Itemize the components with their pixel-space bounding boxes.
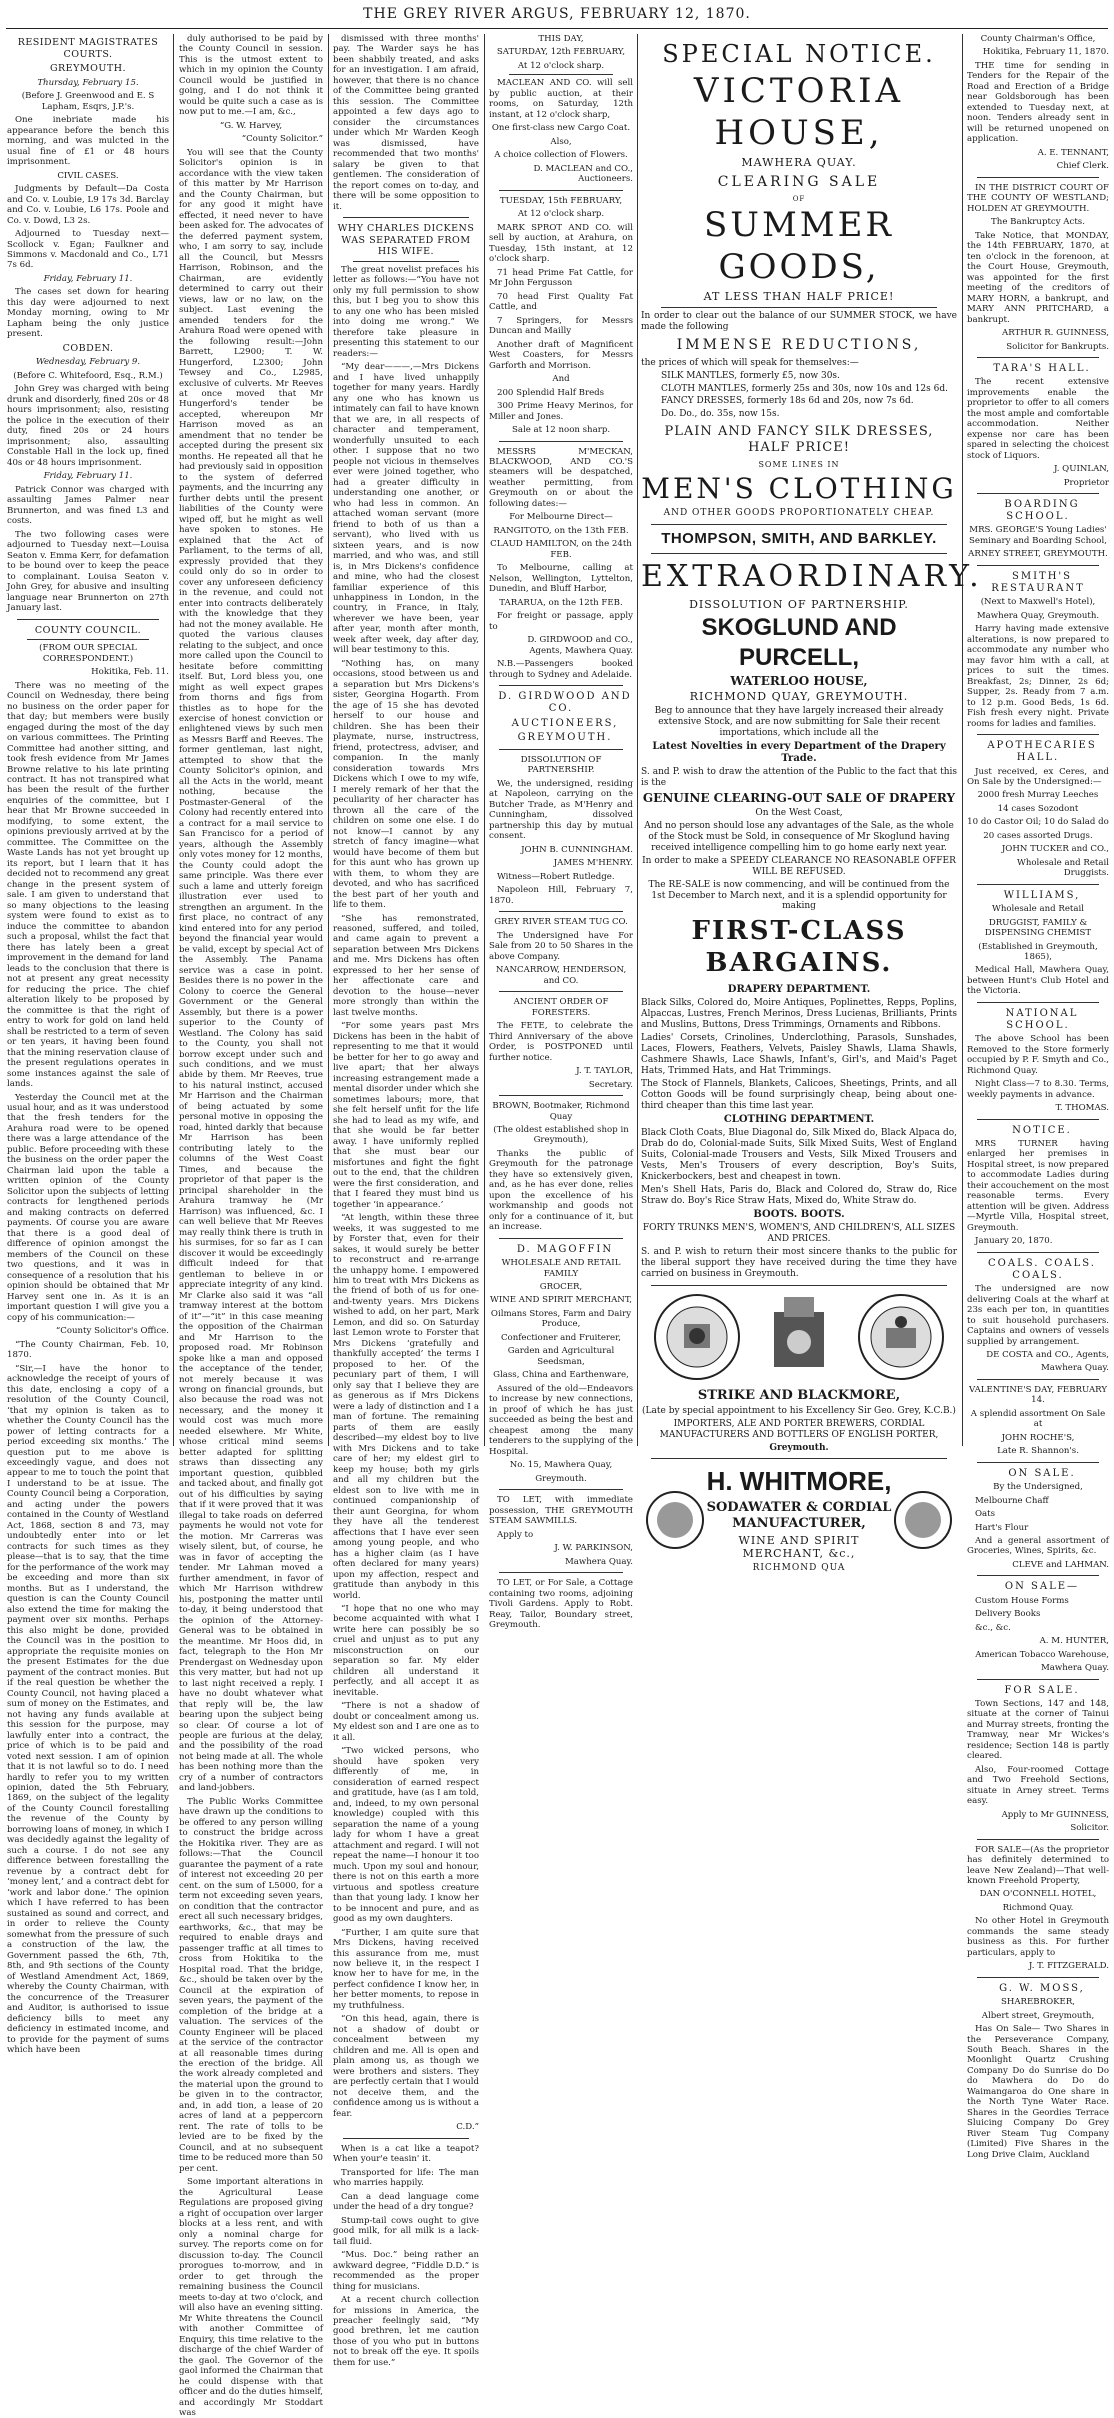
special-notice-heading: SPECIAL NOTICE. [662,40,936,68]
richmond-quay-line: RICHMOND QUAY, GREYMOUTH. [689,690,909,704]
ad-signature: Mawhera Quay. [1040,1363,1109,1374]
medal-row [641,1292,957,1382]
ad-item: Melbourne Chaff [975,1495,1049,1506]
ad-body: In order to clear out the balance of our SUMMER STOCK, we have made the following [641,310,957,332]
latest-novelties: Latest Novelties in every Department of the Drapery Trade. [652,740,946,764]
paragraph: dismissed with three months' pay. The Warder says he has been shabbily treated, and asks for an investigation. I am afraid, however, that there is no chance of the Committee being granted this session. The Committee appointed a few days ago to consider the circumstances under which Mr Warden Keogh was dismissed, have recommended that two months' salary be given to that gentlemen. The consideration of the report comes on to-day, and there will be some opposition to it. [333,34,479,212]
whitmore-block [645,1464,953,1575]
rule [977,177,1099,178]
price-item: SILK MANTLES, formerly £5, now 30s. [661,370,840,381]
ad-item: 20 cases assorted Drugs. [983,830,1093,841]
ad-date: SATURDAY, 12th FEBRUARY, [496,47,626,58]
rule [509,74,613,75]
ad-line: SHAREBROKER, [1000,1997,1076,2008]
ad-line: Garden and Agricultural Seedsman, [507,1346,615,1367]
ad-body: THE time for sending in Tenders for the Repair of the Road and Erection of a Bridge near Goldsborough has been extended to Tuesday next, at noon. Tenders already sent in will be returned unopened on application. [967,60,1109,145]
rule [977,1002,1099,1003]
paragraph: “The County Chairman, Feb. 10, 1870. [7,1339,169,1361]
ad-note: Napoleon Hill, February 7, 1870. [489,885,633,906]
paragraph: The great novelist prefaces his letter as follows:—“You have not only my full permission to show this, but I beg you to show this to any one who has been misled into doing me wrong.” We therefore take pleasure in presenting this statement to our readers:— [333,264,479,359]
ad-heading: G. W. MOSS, [999,1982,1085,1994]
rule [651,1458,947,1459]
ad-body: Has On Sale— Two Shares in the Perseverance Company, South Beach. Shares in the Moonlight Quartz Crushing Company Do do Sunrise do Do do Mawhera do Do do Waimangaroa do One share in the North Tyne Water Race. Shares in the Geordies Terrace Sluicing Company Do Grey River Steam Tug Company (Limited) Five Shares in the Long Drive Claim, Auckland [967,2024,1109,2160]
rule [977,1119,1099,1120]
ad-body: MACLEAN AND CO. will sell by public auction, at their rooms, on Saturday, 12th instant, at 12 o'clock sharp, [489,78,633,120]
ad-sub: Mawhera Quay, Greymouth. [976,610,1100,621]
ad-item: Also, [550,136,572,147]
ad-body: MRS. GEORGE'S Young Ladies' Seminary and Boarding School, [969,525,1107,546]
rule [499,1489,623,1490]
ad-signature: JOHN ROCHE'S, [1001,1432,1075,1443]
paragraph: “Nothing has, on many occasions, stood between us and a separation but Mrs Dickens's sister, Georgina Hogarth. From the age of 15 she has devoted herself to our house and children. She has been their playmate, nurse, instructress, friend, protectress, adviser, and companion. In the manly consideration towards Mrs Dickens which I owe to my wife, I merely remark of her that the peculiarity of her character has thrown all the care of the children on some one else. I do not know—I cannot by any stretch of fancy imagine—what would have become of them but for this aunt who has grown up with them, to whom they are devoted, and who has sacrificed the best part of her youth and life to them. [333,658,479,911]
ad-body: And no person should lose any advantages of the Sale, as the whole of the Stock must be Sold, in consequence of Mr Skoglund having received intelligence compelling him to go home early next year. [644,820,954,853]
ad-date: Hokitika, February 11, 1870. [982,47,1109,58]
ad-heading: ON SALE— [1004,1581,1080,1593]
paragraph: “I hope that no one who may become acquainted with what I write here can possibly be so cruel and unjust as to put any misconstruction on our separation so far. My elder children all understand it perfectly, and all accept it as inevitable. [333,1604,479,1698]
paragraph: “County Solicitor's Office. [55,1326,169,1337]
price-item: Do. Do., do. 35s, now 15s. [661,409,780,420]
column-6 [964,34,1112,2160]
medal-seal-icon [645,1490,705,1550]
ad-body: The recent extensive improvements enable the proprietor to offer to all comers the most ample and comfortable accommodation. Neither expense nor care has been spared in selecting the choicest stock of Liquors. [967,377,1109,461]
ad-item: For freight or passage, apply to [489,611,633,632]
ad-heading: TUESDAY, 15th FEBRUARY, [499,195,623,206]
rule [977,884,1099,885]
ad-address: ARNEY STREET, GREYMOUTH. [968,549,1108,560]
column-divider [484,34,485,1446]
ad-body: On the West Coast, [755,807,843,818]
soda-line: SODAWATER & CORDIAL MANUFACTURER, [706,1500,892,1532]
paragraph: Some important alterations in the Agricultural Lease Regulations are proposed giving a right of occupation over larger blocks at a less rent, and with only a nominal charge for survey. The reports come on for discussion to-day. The Council prorogues to-morrow, and in order to get through the remaining business the Council meets to-day at two o'clock, and will also have an evening sitting. Mr White threatens the Council with another Committee of Enquiry, this time relative to the discharge of the chief Warder of the gaol. The Governor of the gaol informed the Chairman that he could dispense with that officer and do the duties himself, and accordingly Mr Stoddart was [179,2177,323,2418]
ad-heading: TARA'S HALL. [993,363,1091,375]
plain-fancy-heading: PLAIN AND FANCY SILK DRESSES, HALF PRICE! [664,424,934,456]
ad-signature: CLEVE and LAHMAN. [1012,1559,1109,1570]
ad-item: 14 cases Sozodont [997,803,1079,814]
rule [17,619,159,620]
ad-heading: COALS. COALS. COALS. [988,1257,1096,1281]
ad-line: Confectioner and Fruiterer, [500,1332,622,1343]
rule [499,749,623,750]
ad-sub: (The oldest established shop in Greymouth), [493,1124,629,1146]
ad-signature: DE COSTA and CO., Agents, [986,1350,1109,1360]
ad-item: Oats [975,1509,996,1520]
paragraph: Adjourned to Tuesday next—Scollock v. Egan; Faulkner and Simmons v. Macdonald and Co., L71 7s 6d. [7,229,169,271]
ad-sub: (Next to Maxwell's Hotel), [980,597,1096,608]
ad-item: &c., &c. [975,1622,1011,1633]
ad-body: The RE-SALE is now commencing, and will be continued from the 1st December to March next, and it is a splendid opportunity for making [648,879,950,912]
ad-heading: BROWN, Bootmaker, Richmond Quay [492,1101,630,1122]
ad-item: 200 Splendid Half Breds [497,387,605,398]
ad-item: For Melbourne Direct— [509,512,613,523]
bargains-heading: FIRST-CLASS BARGAINS. [691,916,907,979]
ad-item: And a general assortment of Groceries, Wines, Spirits, &c. [967,1536,1109,1557]
signature: “G. W. Harvey, [219,120,283,131]
signature: C.D.” [456,2122,479,2133]
rule [977,1252,1099,1253]
paragraph: “There is not a shadow of doubt or concealment among us. My eldest son and I are one as to it all. [333,1701,479,1743]
ad-body: Harry having made extensive alterations, is now prepared to accommodate any number who may favor him with a call, at prices to suit the times. Breakfast, 2s; Dinner, 2s 6d; Supper, 2s. Ready from 7 a.m. to 12 p.m. Good Beds, 1s 6d. Fish fresh every night. Private rooms for ladies and families. [967,624,1109,729]
ad-signature: Chief Clerk. [1056,161,1109,172]
ad-item: CLAUD HAMILTON, on the 24th FEB. [490,539,632,560]
ad-note: Sale at 12 noon sharp. [511,425,611,436]
half-price-line: AT LESS THAN HALF PRICE! [703,290,895,304]
whitmore-heading: H. WHITMORE, [706,1466,892,1497]
ad-address: Greymouth. [535,1473,587,1484]
rule [499,991,623,992]
paragraph: “Mus. Doc.” being rather an awkward degree, “Fiddle D.D.” is recommended as the proper thing for musicians. [333,2250,479,2292]
ad-signature: Late R. Shannon's. [997,1446,1079,1457]
ad-item: 10 do Castor Oil; 10 do Salad do [967,817,1109,828]
ad-heading: WILLIAMS, [1003,889,1081,901]
ad-signature: Apply to Mr GUINNESS, [1001,1809,1109,1820]
ad-signature: D. GIRDWOOD and CO., Agents, Mawhera Quay. [527,635,633,656]
paragraph: (Before C. Whitefoord, Esq., R.M.) [13,370,163,381]
medal-seal-icon [856,1292,946,1382]
ad-line: WHOLESALE AND RETAIL FAMILY [501,1258,621,1279]
strike-blackmore-heading: STRIKE AND BLACKMORE, [697,1387,901,1403]
ad-body: The Stock of Flannels, Blankets, Calicoes, Sheetings, Prints, and all Cotton Goods will be found surprisingly cheap, being about one-third cheaper than this time last year. [641,1078,957,1111]
ad-signature: J. W. PARKINSON, [554,1543,633,1554]
ad-body: S. and P. wish to draw the attention of the Public to the fact that this is the [641,767,957,789]
paragraph: “At length, within these three weeks, it was suggested to me by Forster that, even for their sakes, it would surely be better to reconstruct and re-arrange the unhappy home. I empowered him to treat with Mrs Dickens as the friend of both of us for one-and-twenty years. Mrs Dickens wished to add, on her part, Mark Lemon, and did so. On Saturday last Lemon wrote to Forster that Mrs Dickens ‘gratefully and thankfully accepted’ the terms I proposed to her. Of the pecuniary part of them, I will only say that I believe they are as generous as if Mrs Dickens were a lady of distinction and I a man of fortune. The remaining parts of them are easily described—my eldest boy to live with Mrs Dickens and to take care of her; my eldest girl to keep my house; both my girls and all my children but the eldest son to live with me in continued companionship of their aunt Georgina, for whom they have all the tenderest affections that I have ever seen among young people, and who has a higher claim (as I have often declared for many years) upon my affection, respect and gratitude than anybody in this world. [333,1213,479,1601]
ad-item: Custom House Forms [975,1595,1069,1606]
rule [499,911,623,912]
ad-item: Delivery Books [975,1609,1041,1620]
ad-sub: (Late by special appointment to his Excellency Sir Geo. Grey, K.C.B.) [642,1405,956,1416]
ad-body: MESSRS M'MECKAN, BLACKWOOD, AND CO.'S steamers will be despatched, weather permitting, from Greymouth on or about the following dates:— [489,446,633,509]
paragraph: Stump-tail cows ought to give good milk, for all milk is a lack-tail fluid. [333,2215,479,2247]
ad-date: January 20, 1870. [975,1236,1053,1247]
ad-signature: ARTHUR R. GUINNESS, [1002,328,1109,339]
ad-body: Black Silks, Colored do, Moire Antiques, Poplinettes, Repps, Poplins, Alpaccas, Lustres, French Merinos, Dress Lucienas, Brilliants, Prints and Muslins, Buttons, Dress Trimmings, Ornaments and Ribbons. [641,998,957,1030]
ad-item: And [552,374,570,385]
ad-signature: J. QUINLAN, [1053,464,1109,475]
rule [499,685,623,686]
immense-reductions-heading: IMMENSE REDUCTIONS, [676,336,922,353]
clearing-sale-heading: CLEARING SALE [717,173,881,190]
rule [651,1285,947,1286]
ad-sub: Greymouth. [769,1442,829,1453]
rule [977,1462,1099,1463]
ad-signature: Solicitor. [1070,1823,1109,1834]
paragraph: When is a cat like a teapot? When your'e teasin' it. [333,2143,479,2165]
paragraph: Can a dead language come under the head of a dry tongue? [333,2191,479,2213]
dissolution-line: DISSOLUTION OF PARTNERSHIP. [689,597,909,611]
masthead: THE GREY RIVER ARGUS, FEBRUARY 12, 1870. [363,6,751,22]
ad-item: 71 head Prime Fat Cattle, for Mr John Fergusson [489,267,633,289]
ad-body: TO LET, with immediate possession, THE GREYMOUTH STEAM SAWMILLS. [489,1495,633,1527]
ad-body: Medical Hall, Mawhera Quay, between Hunt's Club Hotel and the Victoria. [967,965,1109,997]
boots-heading: BOOTS. BOOTS. [753,1208,845,1220]
rule [343,2138,469,2139]
ad-body: TO LET, or For Sale, a Cottage containing two rooms, adjoining Tivoli Gardens. Apply to Robt. Reay, Tailor, Boundary street, Greymouth. [489,1578,633,1631]
paragraph: There was no meeting of the Council on Wednesday, there being no business on the order paper for that day; but members were busily engaged during the most of the day on various committees. The Printing Committee had another sitting, and took fresh evidence from Mr James Browne relative to his late printing contract. It has not transpired what has been the result of the further enquiries of the committee, but I hear that Mr Browne succeeded in modifying, to some extent, the opinions previously arrived at by the committee. The Committee on the Waste Lands has not yet brought up its report, but I learn that it has decided not to recommend any great change in the present system of sale. I am given to understand that so many objections to the leasing system were found to exist as to induce the committee to abandon such a proposal, whilst the fact that there has lately been a great improvement in the demand for land leads to the conclusion that there is not at present any great necessity for reducing the price. The chief alteration likely to be proposed by the committee is that the right of entry to work for gold on land held shall be restricted to a term of seven or ten years, it having been found that the mining reservation clause of the present regulations operates in some instances against the sale of lands. [7,680,169,1090]
ad-body: The undersigned are now delivering Coals at the wharf at 23s each per ton, in quantities to suit household purchasers. Captains and owners of vessels supplied by arrangement. [967,1284,1109,1347]
section-heading: RESIDENT MAGISTRATES COURTS. [17,37,159,60]
ad-signature: A. E. TENNANT, [1037,147,1109,158]
ad-body: Just received, ex Ceres, and On Sale by the Undersigned:— [967,766,1109,787]
price-item: CLOTH MANTLES, formerly 25s and 30s, now 10s and 12s 6d. [661,383,948,394]
ad-item: 2000 fresh Murray Leeches [977,790,1099,801]
paragraph: The Public Works Committee have drawn up the conditions to be offered to any person willing to construct the bridge across the Hokitika river. They are as follows:—That the Council guarantee the payment of a rate of interest not exceeding 20 per cent. on the sum of L5000, for a term not exceeding seven years, on condition that the contractor erect all such necessary bridges, earthworks, &c., that may be required to enable drays and passenger traffic at all times to cross from Hokitika to the Hospital road. That the bridge, &c., should be taken over by the Council at the expiration of seven years, the payment of the completion of the bridge at a valuation. The services of the County Engineer will be placed at the service of the contractor at all reasonable times during the erection of the bridge. All the work already completed and the material upon the ground to be given in to the contractor, and, in add tion, a lease of 20 acres of land at a peppercorn rent. The rate of tolls to be levied are to be fixed by the Council, and at no subsequent time to be reduced more than 50 per cent. [179,1796,323,2174]
paragraph: (Before J. Greenwood and E. S Lapham, Esqrs, J.P.'s. [21,91,155,112]
ad-signature: Wholesale and Retail Druggists. [1017,857,1109,879]
ad-signature: JOHN B. CUNNINGHAM. [521,844,633,855]
ad-heading: THIS DAY, [538,34,584,44]
ad-signature: American Tobacco Warehouse, [975,1649,1109,1660]
ad-heading: County Chairman's Office, [980,34,1096,44]
ad-heading: GREYMOUTH. [517,731,613,743]
ad-item: One first-class new Cargo Coat. [491,123,631,134]
paragraph: One inebriate made his appearance before the bench this morning, and was mulcted in the usual fine of £1 or 48 hours imprisonment. [7,115,169,168]
ad-heading: APOTHECARIES HALL. [987,740,1097,764]
rule [651,524,947,525]
extraordinary-heading: EXTRAORDINARY. [641,559,983,595]
paragraph: “For some years past Mrs Dickens has been in the habit of representing to me that it would be better for her to go away and live apart; that her always increasing estrangement made a mental disorder under which she sometimes labours; more, that she felt herself unfit for the life she had to lead as my wife, and that she would be far better away. I have uniformly replied that she must bear our misfortunes and fight the fight out to the end, that the children were the first consideration, and that I feared they must bind us together ‘in appearance.’ [333,1021,479,1210]
ad-body: Thanks the public of Greymouth for the patronage they have so extensively given, and, as he has ever done, relies upon the excellence of his workmanship and goods not only for a continuance of it, but an increase. [489,1148,633,1233]
column-3 [330,34,482,2368]
ad-time: At 12 o'clock sharp. [517,209,605,220]
ad-signature: Solicitor for Bankrupts. [1006,341,1109,352]
paragraph: “My dear———,—Mrs Dickens and I have lived unhappily together for many years. Hardly any one who has known us intimately can fail to have known that we are, in all respects of character and temperament, wonderfully unsuited to each other. I suppose that no two people not vicious in themselves ever were joined together, who had a greater difficulty in understanding one another, or who had less in common. An attached woman servant (more friend to both of us than a servant), who lived with us sixteen years, and is now married, and who was, and still is, in Mrs Dickens's confidence and mine, who had the closest familiar experience of this unhappiness in London, in the country, in France, in Italy, wherever we have been, year after year, month after month, week after week, day after day, will bear testimony to this. [333,362,479,656]
dateline: Friday, February 11. [43,471,133,482]
rule [977,1575,1099,1576]
subheading: CIVIL CASES. [57,170,119,181]
soda-machine-icon [764,1292,834,1382]
subheading: GREYMOUTH. [49,63,127,75]
ad-body: The above School has been Removed to the Store formerly occupied by P. F. Smyth and Co., Richmond Quay. [967,1034,1109,1076]
dateline: Friday, February 11. [43,273,133,284]
ad-body: S. and P. wish to return their most sincere thanks to the public for the liberal support they have received during the time they have carried on business in Greymouth. [641,1246,957,1279]
rule [499,1095,623,1096]
ad-sub: IMPORTERS, ALE AND PORTER BREWERS, CORDIAL MANUFACTURERS AND BOTTLERS OF ENGLISH PORTER, [659,1418,939,1440]
paragraph: At a recent church collection for missions in America, the preacher feelingly said, “My good brethren, let me caution those of you who put in buttons not to break off the eye. It spoils them for use.” [333,2295,479,2368]
ad-item: Another draft of Magnificent West Coasters, for Messrs Garforth and Morrison. [489,339,633,371]
ad-signature: Mawhera Quay. [564,1556,633,1567]
ad-body: Town Sections, 147 and 148, situate at the corner of Tainui and Murray streets, fronting the Tramway, near Mr Wickes's residence; Section 148 is partly cleared. [967,1698,1109,1762]
ad-body: By the Undersigned, [993,1482,1083,1493]
ad-item: To Melbourne, calling at Nelson, Wellington, Lyttelton, Dunedin, and Bluff Harbor, [489,563,633,595]
paragraph: Patrick Connor was charged with assaulting James Palmer near Brunnerton, and was fined L3 and costs. [7,484,169,527]
ad-heading: NATIONAL SCHOOL. [1005,1007,1079,1032]
rule [499,1572,623,1573]
ad-heading: VALENTINE'S DAY, FEBRUARY 14. [968,1384,1108,1406]
rule [977,357,1099,358]
ad-note: Apply to [497,1529,534,1540]
masthead-rule [6,28,1108,29]
paragraph: Judgments by Default—Da Costa and Co. v. Loubie, L9 17s 3d. Barclay and Co. v. Loubie, L6 17s. Poole and Co. v. Dowd, L3 2s. [7,184,169,226]
rule [977,1977,1099,1978]
ad-body: Assured of the old—Endeavors to increase by new connections, in proof of which he has just succeeded as being the best and cheapest among the many tenderers to the supplying of the Hospital. [489,1383,633,1457]
paragraph: “Two wicked persons, who should have spoken very differently of me, in consideration of earned respect and gratitude, have (as I am told, and, indeed, to my own personal knowledge) coupled with this separation the name of a young lady for whom I have a great attachment and regard. I will not repeat the name—I honour it too much. Upon my soul and honour, there is not on this earth a more virtuous and spotless creature than that young lady. I know her to be innocent and pure, and as good as my own daughters. [333,1746,479,1925]
summer-goods-heading: SUMMER GOODS, [704,205,894,287]
ad-address: No. 15, Mawhera Quay, [509,1460,613,1471]
ad-signature: Proprietor [1063,477,1109,488]
dateline: Thursday, February 15. [37,77,139,88]
wine-line: WINE AND SPIRIT MERCHANT, &c., [738,1533,860,1561]
ad-heading: ANCIENT ORDER OF FORESTERS. [513,997,609,1018]
byline: (FROM OUR SPECIAL CORRESPONDENT.) [39,643,137,664]
medal-seal-icon [652,1292,742,1382]
rule [661,307,937,308]
ad-line: Oilmans Stores, Farm and Dairy Produce, [490,1308,632,1330]
ad-body: Ladies' Corsets, Crinolines, Underclothing, Parasols, Sunshades, Laces, Flowers, Feathers, Velvets, Paisley Shawls, Llama Shawls, Cashmere Shawls, Lace Shawls, Infant's, Girl's, and Maid's Paget Hats, Trimmed Hats, and Hat Trimmings. [641,1032,957,1076]
ad-signature: J. T. TAYLOR, [576,1066,633,1077]
paragraph: The cases set down for hearing this day were adjourned to next Monday morning, owing to Mr Lapham being the only justice present. [7,287,169,340]
ad-body: Beg to announce that they have largely increased their already extensive Stock, and are now submitting for Sale their recent importations, which include all the [654,705,944,738]
rule [343,217,469,218]
ad-heading: D. MAGOFFIN [516,1243,614,1255]
ad-body: No other Hotel in Greymouth commands the same steady business as this. For further particulars, apply to [967,1916,1109,1958]
ad-item: 7 Springers, for Messrs Duncan and Mailly [489,315,633,337]
ad-body: In order to make a SPEEDY CLEARANCE NO REASONABLE OFFER WILL BE REFUSED. [642,855,956,877]
ad-item: RANGITOTO, on the 13th FEB. [493,525,629,536]
ad-heading: D. GIRDWOOD AND CO. [498,691,632,715]
ad-sub: The Bankruptcy Acts. [991,217,1085,228]
ad-body: Black Cloth Coats, Blue Diagonal do, Silk Mixed do, Black Alpaca do, Drab do do, Colonial-made Suits, Silk Mixed Suits, West of England Suits, Colonial-made Trousers and Vests, Silk Mixed Trousers and Vests, Men's Trousers of every description, Boy's Suits, Knickerbockers, best and cheapest in town. [641,1127,957,1182]
ad-heading: AUCTIONEERS, [511,717,619,729]
ad-item: A choice collection of Flowers. [494,150,628,161]
ad-heading: ON SALE. [1008,1467,1076,1479]
ad-body: A splendid assortment On Sale at [970,1408,1106,1430]
ad-body: MARK SPROT AND CO. will sell by auction, at Arahura, on Tuesday, 15th instant, at 12 o'clock sharp. [489,222,633,265]
signature: “County Solicitor.” [241,134,323,145]
of-line: OF [792,194,806,203]
column-divider [328,34,329,1446]
dateline: Wednesday, February 9. [35,357,141,368]
rule [27,639,149,640]
rule [499,190,623,191]
ad-heading: SMITH'S RESTAURANT [991,570,1085,595]
section-heading: COUNTY COUNCIL. [34,624,142,636]
rule [353,261,459,262]
paragraph: “She has remonstrated, reasoned, suffered, and toiled, and came again to prevent a separation between Mrs Dickens and me. Mrs Dickens has often expressed to her her sense of her affectionate care and devotion to the house—never more strongly than within the last twelve months. [333,913,479,1018]
ad-heading: BOARDING SCHOOL. [1004,499,1080,523]
richmond-line: RICHMOND QUA [752,1562,846,1573]
ad-signature: JOHN TUCKER and CO., [1001,844,1109,855]
ad-time: At 12 o'clock sharp. [517,60,605,71]
rule [977,734,1099,735]
ad-body: The Undersigned have For Sale from 20 to 50 Shares in the above Company. [489,930,633,962]
dateline: Hokitika, Feb. 11. [91,667,169,678]
ad-address: Richmond Quay. [1002,1902,1074,1913]
ad-body: Also, Four-roomed Cottage and Two Freehold Sections, situate in Arney street. Terms easy. [967,1764,1109,1807]
ad-signature: D. MACLEAN and CO., Auctioneers. [533,163,633,185]
rule [977,1379,1099,1380]
ad-heading: FOR SALE. [1004,1684,1080,1696]
paragraph: You will see that the County Solicitor's opinion is in accordance with the view taken of this matter by Mr Harrison and the County Chairman, but for any good it might have effected, it need never to have been asked for. The advocates of the deferred payment system, who, I am sorry to say, include all the Council, but Messrs Harrison, Robinson, and the Chairman, are evidently determined to carry out their views, law or no law, on the subject. Last evening the amended tenders for the Arahura Road were opened with the following result:—John Barrett, L2900; T. W. Hungerford, L2300; John Tewsey and Co., L2985, exclusive of culverts. Mr Reeves at once moved that Mr Hungerford's tender be accepted, whereupon Mr Harrison moved as an amendment that no tender be accepted during the present six months. He repeated all that he had previously said in opposition to the system of deferred payments, and the incurring any further debts until the present liabilities of the County were wiped off, but he might as well have spoken to stones. He explained that the Act of Parliament, to the terms of all, expressly provided that they could only do so in order to cover any unforeseen deficiency in the revenue, and could not enter into contracts deliberately with the knowledge that they had not the money available. He quoted the various clauses relating to the subject, and once more called upon the Council to hesitate before committing itself. But, Lord bless you, one might as well expect grapes from thorns and figs from thistles as to hope for the exercise of honest conviction or enlightened views by such men as Messrs Barff and Reeves. The former gentleman, last night, attempted to show that the County Solicitor's opinion, and all the Acts in the world, meant nothing, because the Postmaster-General of the Colony had recently entered into a contract for a mail service to San Francisco for a period of years, although the Assembly only votes money for 12 months, the County could adopt the same principle. Was there ever such a lame and utterly foreign illustration ever used to strengthen an argument. In the first place, no contract of any kind entered into for any period beyond the financial year would be valid, except by special Act of the Assembly. The Panama service was a case in point. Besides there is no power in the Colony to coerce the General Government or the General Assembly, but there is a power superior to the County of Westland. The Colony has said to the County, you shall not borrow except under such and such conditions, and we must abide by them. Mr Reeves, true to his natural instinct, accused Mr Harrison and the Chairman of being actuated by some personal motive in opposing the road, hinted darkly that because Mr Harrison has been contributing lately to the columns of the West Coast Times, and because the proprietor of that paper is the principal shareholder in the Arahura tramway he (Mr Harrison) was influenced, &c. I can well believe that Mr Reeves may really think there is truth in his surmises, for so far as I can discover it would be exceedingly difficult indeed for that gentleman to believe in or appreciate integrity of any kind. Mr Clarke also said it was “all tramway interest at the bottom of it”—“it” in this case meaning the opposition of the Chairman and Mr Harrison to the proposed road. Mr Robinson spoke like a man and opposed the acceptance of the tender, not merely because it was wrong on financial grounds, but also because the road was not necessary, and the money it would cost was much more needed elsewhere. Mr White, whose critical mind seems better adapted for splitting straws than dissecting any important question, quibbled and tacked about, and finally got out of his difficulties by saying that if it were proved that it was illegal to take roads on deferred payments he would not vote for the motion. Mr Carreras was wisely silent, but, of course, he was in favor of accepting the tender. Mr Lahman moved a further amendment, in favor of which Mr Harrison withdrew his, postponing the matter until to-day, it being understood that the opinion of the Attorney-General was to be obtained in the meantime. Mr Hoos did, in fact, telegraph to the Hon Mr Prendergast on Wednesday upon this very matter, but had not up to last night received a reply. I have no doubt whatever what that reply will be, the law bearing upon the subject being so clear. Of course a lot of people are furious at the delay, and the possibility of the road not being made at all. The whole has been nothing more than the cry of a number of contractors and land-jobbers. [179,147,323,1794]
mens-clothing-heading: MEN'S CLOTHING [641,471,957,505]
victoria-house-heading: VICTORIA HOUSE, [693,71,905,153]
rule [499,1238,623,1239]
column-divider [173,34,174,1446]
subheading: COBDEN. [62,342,114,354]
ad-heading: NOTICE. [1012,1124,1072,1136]
paragraph: “Further, I am quite sure that Mrs Dickens, having received this assurance from me, must now believe it, in the respect I know her to have for me, in the perfect confidence I know her, in her better moments, to repose in my truthfulness. [333,1927,479,2011]
ad-line: Wholesale and Retail [992,904,1084,915]
paragraph: The two following cases were adjourned to Tuesday next—Louisa Seaton v. Emma Kerr, for defamation to be bound over to keep the peace to complainant. Louisa Seaton v. John Grey, for abusive and insulting language near Brunnerton on 27th January last. [7,529,169,614]
paragraph: “On this head, again, there is not a shadow of doubt or concealment between my children and me. All is open and plain among us, as though we were brothers and sisters. They are perfectly certain that I would not deceive them, and the confidence among us is without a fear. [333,2014,479,2119]
ad-heading: DISSOLUTION OF PARTNERSHIP. [520,754,602,776]
ad-body: FORTY TRUNKS MEN'S, WOMEN'S, AND CHILDREN'S, ALL SIZES AND PRICES. [642,1222,956,1244]
paragraph: Yesterday the Council met at the usual hour, and as it was understood that the fresh tenders for the Arahura road were to be opened there was a large attendance of the public. Before proceeding with these the business on the order paper the Chairman laid upon the table a written opinion of the County Solicitor upon the subjects of letting contracts for lengthened periods and making contracts on deferred payments. Of course you are aware that there is a good deal of difference of opinion amongst the members of the Council on these two questions, and it was in consequence of a resolution that his opinion should be obtained that Mr Harvey sent one in. As it is an important question I will give you a copy of his communication:— [7,1092,169,1323]
ad-note: N.B.—Passengers booked through to Sydney and Adelaide. [489,659,633,680]
clothing-heading: CLOTHING DEPARTMENT. [723,1113,875,1125]
ad-body: MRS TURNER having enlarged her premises in Hospital street, is now prepared to accommodate Ladies during their accouchement on the most reasonable terms. Every attention will be given. Address—Myrtle Villa, Hospital street, Greymouth. [967,1138,1109,1233]
column-4 [486,34,636,1631]
rule [977,493,1099,494]
ad-line: DRUGGIST, FAMILY & DISPENSING CHEMIST [984,917,1092,939]
ad-signature: JAMES M'HENRY. [553,858,633,869]
ad-line: (Established in Greymouth, 1865), [978,941,1098,962]
ad-signature: Secretary. [588,1079,633,1090]
rule [651,553,947,554]
rule [977,1679,1099,1680]
column-1 [4,34,172,2056]
column-2 [176,34,326,2418]
ad-item: 70 head First Quality Fat Cattle, and [489,291,633,313]
medal-seal-icon [893,1490,953,1550]
ad-line: Glass, China and Earthenware, [493,1370,629,1381]
rule [977,1839,1099,1840]
paragraph: “Sir,—I have the honor to acknowledge the receipt of yours of this date, enclosing a copy of a resolution of the County Council, ‘that my opinion is taken as to whether the County Council has the power of letting contracts for a period exceeding six months.’ The question put to me above is exceedingly vague, and does not appear to me to touch the point that I understand to be at issue. The County Council being a Corporation, and acting under the powers contained in the County of Westland Act, 1868, section 8 and 73, may undoubtedly enter into or let contracts for such times as they please—that is to say, that the time for the performance of the work may be exceeding and more than six months. But as I understand, the question is can the County Council also extend the time for making the payment over six months. Perhaps this also might be done, provided the Council was in the position to appropriate the requisite monies on the present Estimates for the due payment of the contract monies. But if the real question be whether the County Council, not having placed a sum of money on the Estimates, and not having any funds available at this session for the purpose, may lawfully enter into a contract, the price of which is to be paid and voted next session. I am of opinion that it is not lawful so to do. I need hardly to refer you to my written opinion, dated the 5th February, 1869, on the subject of the legality of the County Council forestalling the revenue of the County by borrowing loans of money, in which I was decidedly against the legality of such a course. I do not see any difference between forestalling the revenue by a contract debt for ‘money lent,’ and a contract debt for ‘work and labor done.’ The opinion which I have referred to has been sustained as sound and correct, and in order to relieve the County somewhat from the pressure of such a construction of the law, the Government passed the 6th, 7th, 8th, and 9th sections of the County of Westland Amendment Act, 1869, whereby the County Chairman, with the concurrence of the Treasurer and Auditor, is authorised to issue deficiency bills to meet any deficiency in estimated income, and to provide for the payment of sums which have been [7,1363,169,2056]
ad-body: Men's Shell Hats, Paris do, Black and Colored do, Straw do, Rice Straw do. Boy's Rice Straw Hats, Mixed do, White Straw do. [641,1184,957,1206]
ad-body: IN THE DISTRICT COURT OF THE COUNTY OF WESTLAND; HOLDEN AT GREYMOUTH. [967,182,1109,214]
column-divider [962,34,963,1446]
ad-signature: T. THOMAS. [1055,1103,1109,1114]
paragraph: duly authorised to be paid by the County Council in session. This is the utmost extent to which in my opinion the County Council would be justified in going, and I do not think it would be quite such a case as is now put to me.—I am, &c., [179,34,323,118]
quay-line: MAWHERA QUAY. [741,156,857,170]
rule [499,441,623,442]
ad-item: Hart's Flour [975,1522,1029,1533]
skoglund-purcell-heading: SKOGLUND AND PURCELL, [701,614,897,671]
other-goods-line: AND OTHER GOODS PROPORTIONATELY CHEAP. [663,508,935,519]
waterloo-house: WATERLOO HOUSE, [730,673,868,688]
ad-body: FOR SALE—(As the proprietor has definitely determined to leave New Zealand)—That well-known Freehold Property, [967,1844,1109,1886]
ad-body: Take Notice, that MONDAY, the 14th FEBRUARY, 1870, at ten o'clock in the forenoon, at the Court House, Greymouth, was appointed for the first meeting of the creditors of MARY HORN, a bankrupt, and MARY ANN PRITCHARD, a bankrupt. [967,230,1109,325]
some-lines: SOME LINES IN [758,460,840,470]
ad-line: WINE AND SPIRIT MERCHANT, [489,1295,633,1306]
ad-line: GROCER, [539,1281,583,1292]
genuine-sale-heading: GENUINE CLEARING-OUT SALE OF DRAPERY [642,791,956,806]
rule [977,565,1099,566]
column-5 [638,34,983,1573]
price-item: FANCY DRESSES, formerly 18s 6d and 20s, now 7s 6d. [661,396,914,407]
paragraph: Transported for life: The man who marries happily. [333,2167,479,2189]
ad-body: We, the undersigned, residing at Napoleon, carrying on the Butcher Trade, as M'Henry and Cunningham, dissolved partnership this day by mutual consent. [489,778,633,842]
ad-body: Night Class—7 to 8.30. Terms, weekly payments in advance. [967,1079,1109,1100]
paragraph: John Grey was charged with being drunk and disorderly, fined 20s or 48 hours imprisonment; also, resisting the police in the execution of their duty, fined 20s or 24 hours imprisonment; also, assaulting Constable Hall in the lock up, fined 40s or 48 hours imprisonment. [7,384,169,468]
ad-item: TARARUA, on the 12th FEB. [499,597,623,608]
drapery-heading: DRAPERY DEPARTMENT. [727,983,871,995]
firm-name: THOMPSON, SMITH, AND BARKLEY. [661,530,937,548]
ad-heading: GREY RIVER STEAM TUG CO. [494,917,628,928]
ad-line: Albert street, Greymouth, [981,2010,1095,2021]
section-heading: WHY CHARLES DICKENS WAS SEPARATED FROM HIS WIFE. [337,223,475,258]
ad-item: 300 Prime Heavy Merinos, for Miller and Jones. [489,401,633,422]
ad-heading: DAN O'CONNELL HOTEL, [979,1889,1097,1900]
ad-signature: Mawhera Quay. [1040,1663,1109,1674]
ad-signature: J. T. FITZGERALD. [1028,1961,1109,1972]
ad-body: The FETE, to celebrate the Third Anniversary of the above Order, is POSTPONED until further notice. [489,1021,633,1063]
ad-body: the prices of which will speak for themselves:— [641,357,859,368]
ad-signature: NANCARROW, HENDERSON, and CO. [495,965,627,986]
ad-note: Witness—Robert Rutledge. [497,871,615,882]
ad-signature: A. M. HUNTER, [1039,1636,1109,1647]
